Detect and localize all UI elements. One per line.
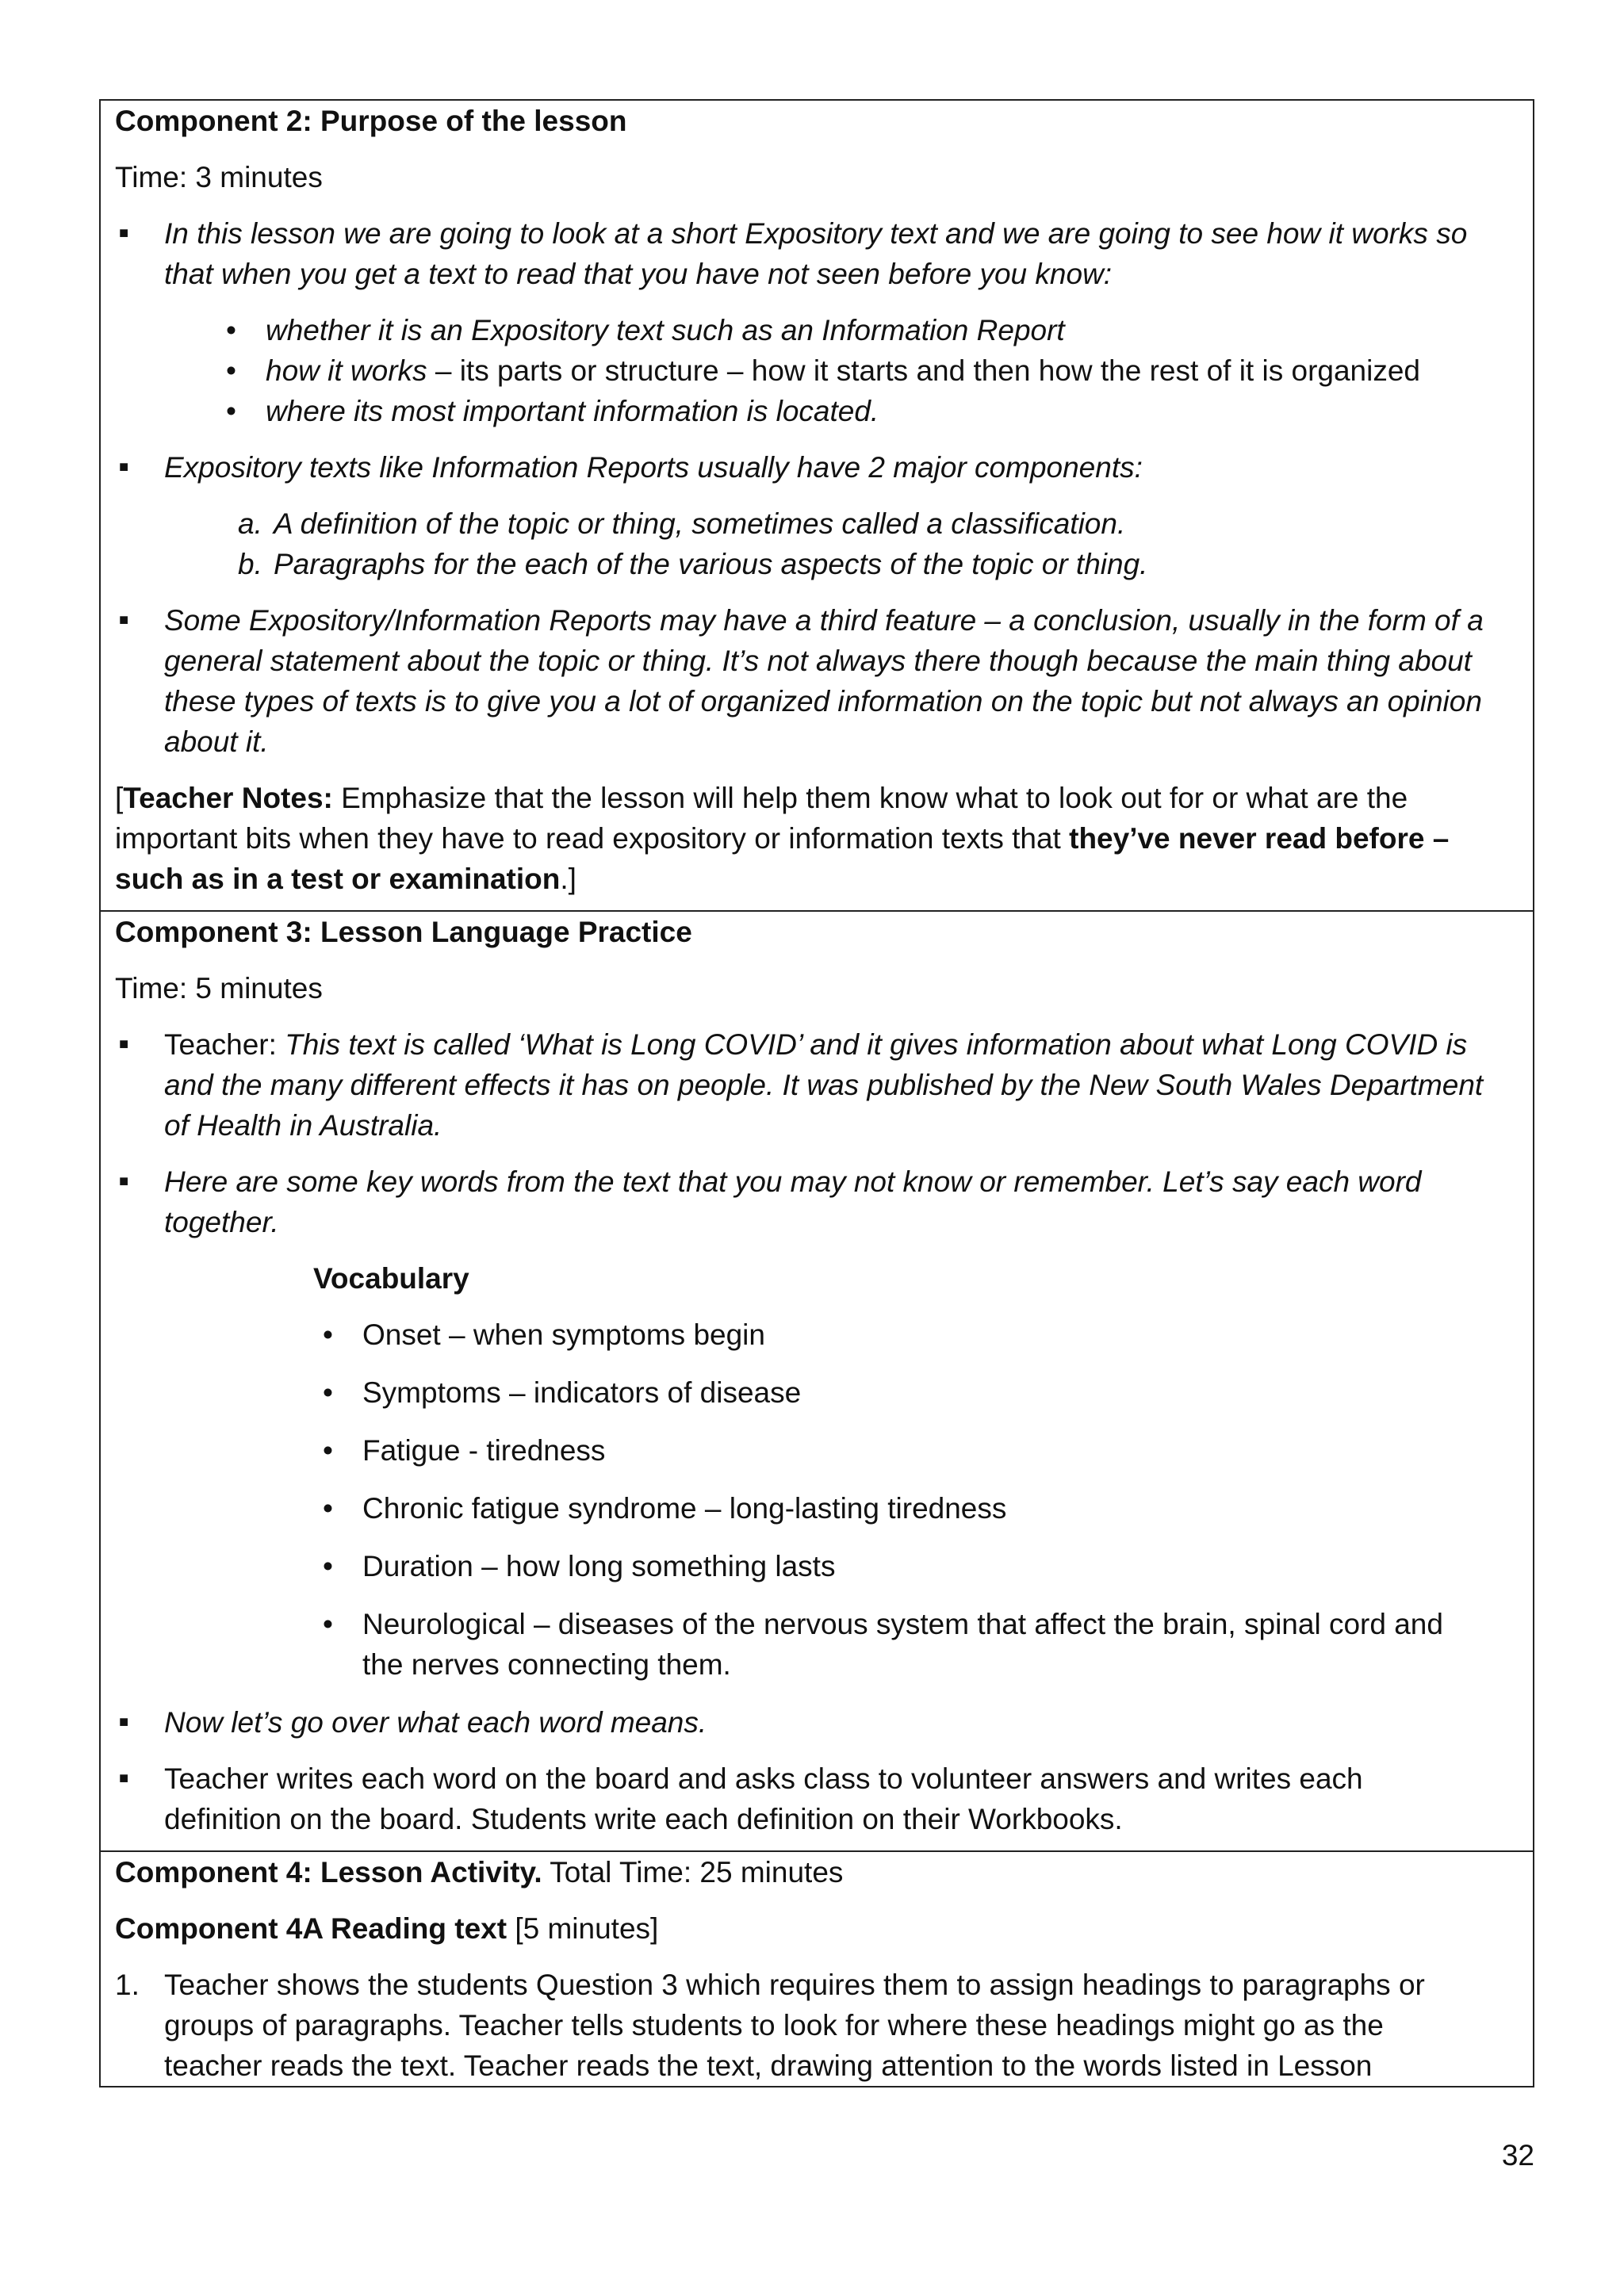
- square-bullet-icon: ■: [119, 224, 129, 242]
- square-bullet-icon: ■: [119, 458, 129, 476]
- list-item: • whether it is an Expository text such as an Information Report: [115, 310, 1520, 350]
- list-item: a. A definition of the topic or thing, sometimes called a classification.: [238, 507, 1126, 540]
- bullet-icon: •: [323, 1318, 333, 1351]
- vocab-item: • Chronic fatigue syndrome – long-lasting tiredness: [115, 1488, 1520, 1529]
- vocab-item: • Symptoms – indicators of disease: [115, 1372, 1520, 1413]
- list-item: • how it works – its parts or structure – how it starts and then how the rest of it is organized: [115, 350, 1520, 391]
- component-2-section: [101, 101, 1533, 910]
- c2-point-2: ■ Expository texts like Information Reports usually have 2 major components:: [115, 447, 1520, 488]
- bullet-icon: •: [323, 1492, 333, 1525]
- list-item: b. Paragraphs for the each of the various aspects of the topic or thing.: [238, 548, 1148, 580]
- component-2-heading: Component 2: Purpose of the lesson: [115, 105, 627, 137]
- component-4-section: [101, 1850, 1533, 2086]
- vocab-item: • Onset – when symptoms begin: [115, 1314, 1520, 1355]
- vocabulary-title: Vocabulary: [313, 1262, 469, 1295]
- vocab-item: • Fatigue - tiredness: [115, 1430, 1520, 1471]
- bullet-icon: •: [323, 1376, 333, 1409]
- bullet-icon: •: [226, 314, 236, 346]
- square-bullet-icon: ■: [119, 1713, 129, 1731]
- bullet-icon: •: [226, 395, 236, 427]
- c3-point-3: ■ Now let’s go over what each word means.: [115, 1702, 1520, 1743]
- lesson-plan-table: [99, 99, 1534, 2087]
- c2-point-1-text: In this lesson we are going to look at a short Expository text and we are going to see how it works so that when you get a text to read that you have not seen before you know:: [164, 217, 1468, 290]
- c2-alpha-list: [115, 503, 1520, 584]
- component-4-heading: Component 4: Lesson Activity. Total Time: 25 minutes: [115, 1856, 844, 1888]
- c3-point-2: ■ Here are some key words from the text that you may not know or remember. Let’s say each word together.: [115, 1161, 1520, 1242]
- component-2-time: Time: 3 minutes: [115, 161, 323, 193]
- component-4a-heading: Component 4A Reading text [5 minutes]: [115, 1912, 659, 1945]
- vocab-item: • Neurological – diseases of the nervous system that affect the brain, spinal cord and the nerves connecting them.: [115, 1604, 1520, 1685]
- vocab-item: • Duration – how long something lasts: [115, 1546, 1520, 1586]
- vocabulary-list: [115, 1314, 1520, 1685]
- page-number: 32: [1501, 2139, 1534, 2172]
- c3-point-4: ■ Teacher writes each word on the board and asks class to volunteer answers and writes each definition on the board. Students write each definition on their Workbooks.: [115, 1758, 1520, 1839]
- c3-point-1: ■ Teacher: This text is called ‘What is Long COVID’ and it gives information about what Long COVID is and the many different effects it has on people. It was published by the New South Wales Department of Health in Australia.: [115, 1024, 1520, 1146]
- bullet-icon: •: [226, 354, 236, 387]
- teacher-notes: [Teacher Notes: Emphasize that the lesson will help them know what to look out for or what are the important bits when they have to read expository or information texts that they’ve never read before – such as in a test or examination.]: [115, 782, 1450, 895]
- component-3-heading: Component 3: Lesson Language Practice: [115, 916, 692, 948]
- square-bullet-icon: ■: [119, 611, 129, 629]
- bullet-icon: •: [323, 1434, 333, 1467]
- list-item: • where its most important information is located.: [115, 391, 1520, 431]
- c2-sub-bullets: [115, 310, 1520, 431]
- component-3-time: Time: 5 minutes: [115, 972, 323, 1004]
- c2-point-3: ■ Some Expository/Information Reports may have a third feature – a conclusion, usually in the form of a general statement about the topic or thing. It’s not always there though because the main thing about these types of texts is to give you a lot of organized information on the topic but not always an opinion about it.: [115, 600, 1520, 762]
- c4-item-1: 1. Teacher shows the students Question 3 which requires them to assign headings to paragraphs or groups of paragraphs. Teacher tells students to look for where these headings might go as the teacher reads the text. Teacher reads the text, drawing attention to the words listed in Lesson: [115, 1969, 1425, 2082]
- square-bullet-icon: ■: [119, 1173, 129, 1190]
- bullet-icon: •: [323, 1550, 333, 1582]
- square-bullet-icon: ■: [119, 1770, 129, 1787]
- c2-point-1: [115, 213, 1520, 294]
- bullet-icon: •: [323, 1608, 333, 1640]
- square-bullet-icon: ■: [119, 1035, 129, 1053]
- component-3-section: [101, 910, 1533, 1850]
